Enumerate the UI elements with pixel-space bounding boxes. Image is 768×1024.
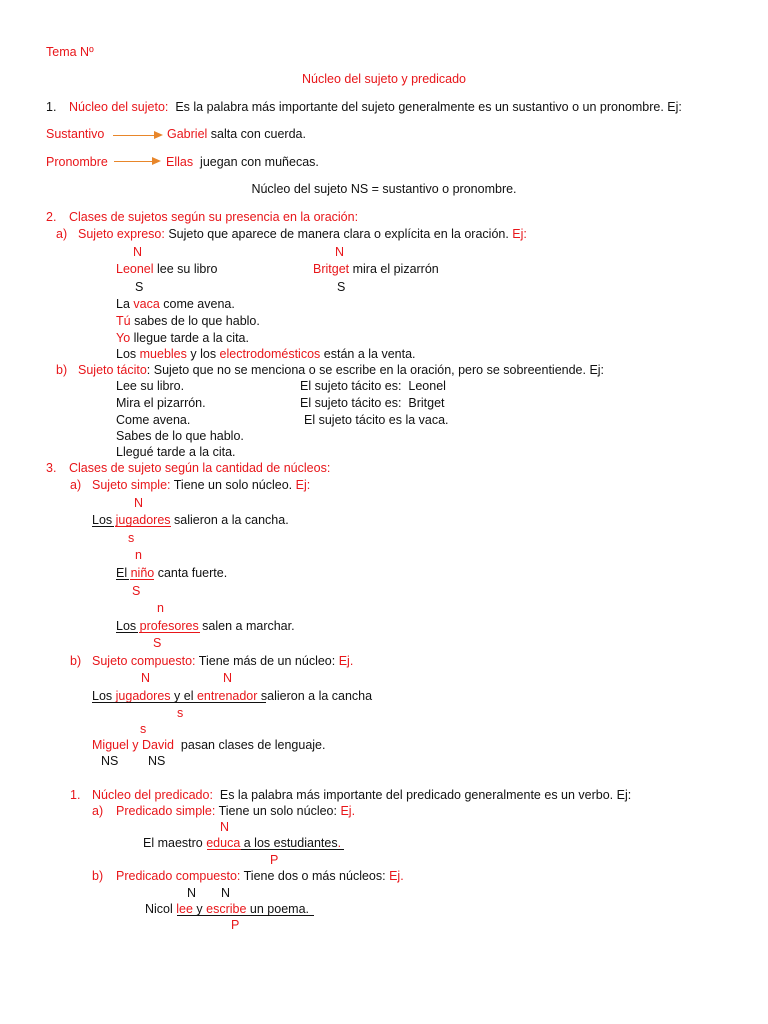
example-word: Miguel y David [92,738,174,752]
example-rest: juegan con muñecas. [193,155,319,169]
example-word: vaca [133,297,160,311]
sujeto-expreso-line [78,227,527,242]
section-4-line [92,788,631,803]
example-label-pronombre: Pronombre [46,155,108,169]
item-label: Sujeto tácito [78,363,147,377]
tema-label: Tema Nº [46,45,94,59]
text: . [337,836,342,850]
section-1-number: 1. [46,100,57,114]
mark-s: S [135,280,144,294]
underline [92,702,266,703]
section-3-number: 3. [46,461,57,475]
example-rest: salta con cuerda. [207,127,306,141]
item-text: Tiene dos o más núcleos: [240,869,390,883]
example-word: electrodomésticos [219,347,321,361]
underline [92,526,114,527]
arrow-icon [113,135,161,136]
item-letter: a) [92,804,104,818]
tacito-example: Come avena. [116,413,191,427]
underline [130,579,154,580]
text: Nicol [145,902,177,916]
example-word: Leonel [116,262,154,276]
text: y los [186,347,220,361]
example-rest: lee su libro [153,262,218,276]
text: están a la venta. [320,347,416,361]
section-1-text: Es la palabra más importante del sujeto generalmente es un sustantivo o un pronombre. Ej: [168,100,682,114]
ej-label: Ej: [295,478,311,492]
tacito-example: Lee su libro. [116,379,185,393]
text: un poema. [246,902,309,916]
underline [115,526,171,527]
text: canta fuerte. [154,566,228,580]
mark-s: s [177,706,184,720]
example-sentence-1 [167,127,306,142]
underline [139,632,200,633]
example-sentence [116,347,416,362]
ej-label: Ej: [512,227,527,241]
example-label-sustantivo: Sustantivo [46,127,105,141]
example-word: profesores [139,619,199,633]
mark-n: N [335,245,345,259]
example-word: niño [130,566,155,580]
example-sentence [116,331,249,346]
example-word: lee [176,902,193,916]
ej-label: Ej. [389,869,404,883]
item-letter: a) [56,227,68,241]
section-4-label: Núcleo del predicado: [92,788,213,802]
example-word: Tú [116,314,131,328]
text: salen a marchar. [198,619,295,633]
section-4-text: Es la palabra más importante del predicado generalmente es un verbo. Ej: [212,788,632,802]
mark-s: s [128,531,135,545]
item-letter: b) [56,363,68,377]
item-text: Tiene más de un núcleo: [195,654,339,668]
mark-n: N [223,671,233,685]
section-3-title: Clases de sujeto según la cantidad de núcleos: [69,461,331,475]
item-label: Sujeto compuesto: [92,654,196,668]
text: La [116,297,134,311]
example-word: escribe [206,902,247,916]
ej-label: Ej. [338,654,354,668]
text: y [192,902,207,916]
underline [207,849,241,850]
example-word: educa [206,836,241,850]
tacito-answer: El sujeto tácito es la vaca. [304,413,449,427]
tacito-example: Mira el pizarrón. [116,396,206,410]
item-label: Sujeto expreso: [78,227,165,241]
tacito-example: Llegué tarde a la cita. [116,445,236,459]
sujeto-compuesto-line [92,654,353,669]
section-1-label: Núcleo del sujeto: [69,100,169,114]
example-word: Britget [313,262,350,276]
example-sentence [92,738,325,753]
section-4-number: 1. [70,788,81,802]
item-label: Sujeto simple: [92,478,171,492]
item-letter: a) [70,478,82,492]
section-2-title: Clases de sujetos según su presencia en la oración: [69,210,359,224]
example-word: Ellas [166,155,194,169]
mark-n: N [141,671,151,685]
mark-s: S [132,584,141,598]
item-text: Sujeto que aparece de manera clara o explícita en la oración. [164,227,513,241]
text: a los estudiantes [240,836,338,850]
item-letter: b) [70,654,82,668]
text: salieron a la cancha. [170,513,289,527]
tacito-example: Sabes de lo que hablo. [116,429,244,443]
text: pasan clases de lenguaje. [173,738,326,752]
text: El [116,566,131,580]
example-word: Yo [116,331,131,345]
tacito-answer: El sujeto tácito es: Leonel [300,379,446,393]
underline [241,849,344,850]
tacito-answer: El sujeto tácito es: Britget [300,396,445,410]
item-label: Predicado compuesto: [116,869,241,883]
section-1-line [69,100,682,115]
text: sabes de lo que hablo. [130,314,260,328]
text: El maestro [143,836,207,850]
text: Los [116,347,140,361]
sujeto-tacito-line [78,363,604,378]
mark-n: N [187,886,197,900]
text: come avena. [159,297,235,311]
page-title: Núcleo del sujeto y predicado [302,72,466,86]
mark-p: P [231,918,240,932]
text: salieron a la cancha [257,689,373,703]
formula-line: Núcleo del sujeto NS = sustantivo o pronombre. [251,182,517,196]
text: Los [92,689,116,703]
mark-n: N [133,245,143,259]
example-sentence [116,262,217,277]
item-label: Predicado simple: [116,804,216,818]
item-text: Tiene un solo núcleo: [215,804,341,818]
mark-s: S [153,636,162,650]
example-sentence-2 [166,155,319,170]
example-word: entrenador [196,689,258,703]
underline [116,579,129,580]
mark-n: N [134,496,144,510]
arrow-icon [114,161,159,162]
mark-n: n [135,548,142,562]
example-word: Gabriel [167,127,208,141]
mark-p: P [270,853,279,867]
underline [177,915,314,916]
example-word: jugadores [115,513,171,527]
sujeto-simple-line [92,478,310,493]
text: Los [116,619,140,633]
text: Los [92,513,116,527]
example-word: muebles [139,347,187,361]
example-rest: mira el pizarrón [349,262,439,276]
example-sentence [116,297,235,312]
mark-s: s [140,722,147,736]
mark-s: S [337,280,346,294]
text: llegue tarde a la cita. [130,331,249,345]
item-letter: b) [92,869,104,883]
mark-ns: NS [101,754,119,768]
example-sentence [116,314,260,329]
mark-n: N [220,820,230,834]
section-2-number: 2. [46,210,57,224]
predicado-compuesto-line [116,869,404,884]
item-text: Tiene un solo núcleo. [170,478,296,492]
text: y el [170,689,197,703]
mark-n: n [157,601,164,615]
mark-n: N [221,886,231,900]
predicado-simple-line [116,804,355,819]
example-word: jugadores [115,689,171,703]
underline [116,632,138,633]
ej-label: Ej. [340,804,356,818]
example-sentence [313,262,439,277]
item-text: : Sujeto que no se menciona o se escribe en la oración, pero se sobreentiende. Ej: [146,363,605,377]
mark-ns: NS [148,754,166,768]
